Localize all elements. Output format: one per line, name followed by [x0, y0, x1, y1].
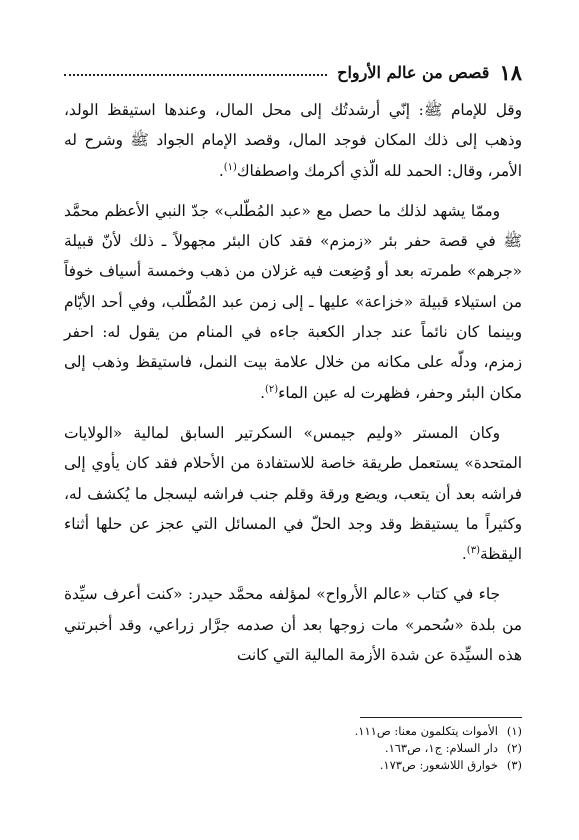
- paragraph: وكان المستر «وليم جيمس» السكرتير السابق لمالية «الولايات المتحدة» يستعمل طريقة خاصة للاستفادة من الأحلام فقد كان يأوي إلى فراشه بعد أن يتعب، ويضع ورقة وقلم جنب فراشه ليسجل ما يُكشف له، وكثيراً ما يستيقظ وقد وجد الحلّ في المسائل التي عجز عن حلها أثناء اليقظة$^{(٣)}$.: [64, 423, 522, 564]
- page-header: [64, 56, 522, 88]
- footnote-marker: (١): [223, 161, 237, 173]
- footnote-text: الأموات يتكلمون معنا: ص١١١.: [354, 724, 498, 738]
- footnote-marker: (٣): [466, 545, 480, 557]
- footnote-text: خوارق اللاشعور: ص١٧٣.: [379, 758, 498, 772]
- footnote: [64, 723, 522, 740]
- footnote: [64, 757, 522, 774]
- footnote: [64, 740, 522, 757]
- footnote-number: (٣): [506, 758, 522, 772]
- footnote-marker: (٢): [264, 383, 279, 395]
- footnote-separator: [360, 717, 522, 718]
- header-dotted-leader: [64, 74, 327, 76]
- footnote-number: (١): [506, 724, 522, 738]
- running-title: قصص من عالم الأرواح: [337, 62, 490, 82]
- footnotes: [64, 723, 522, 774]
- footnote-text: دار السلام: ج١، ص١٦٣.: [384, 741, 498, 755]
- paragraph: وقل للإمام ﷺ: إنّي أرشدتُك إلى محل المال، وعندها استيقظ الولد، وذهب إلى ذلك المكان فوجد المال، وقصد الإمام الجواد ﷺ وشرح له الأمر، وقال: الحمد لله الّذي أكرمك واصطفاك$^{(١)}$.: [64, 101, 522, 180]
- footnote-number: (٢): [506, 741, 522, 755]
- paragraph: جاء في كتاب «عالم الأرواح» لمؤلفه محمَّد حيدر: «كنت أعرف سيِّدة من بلدة «سُحمر» مات زوجها بعد أن صدمه جرَّار زراعي، وقد أخبرتني هذه السيِّدة عن شدة الأزمة المالية التي كانت: [64, 585, 522, 665]
- body-text: [64, 95, 522, 680]
- paragraph: وممّا يشهد لذلك ما حصل مع «عبد المُطّلب» جدّ النبي الأعظم محمَّد ﷺ في قصة حفر بئر «زمزم» فقد كان البئر مجهولاً ـ ذلك لأنّ قبيلة «جرهم» طمرته بعد أو وُضِعت فيه غزلان من ذهب وخمسة أسياف خوفاً من استيلاء قبيلة «خزاعة» عليها ـ إلى زمن عبد المُطّلب، وفي أحد الأيّام وبينما كان نائماً عند جدار الكعبة جاءه في المنام من يقول له: احفر زمزم، ودلّه على مكانه من خلال علامة بيت النمل، فاستيقظ وذهب إلى مكان البئر وحفر، فظهرت له عين الماء$^{(٢)}$.: [64, 201, 522, 402]
- page-number: ١٨: [499, 59, 522, 85]
